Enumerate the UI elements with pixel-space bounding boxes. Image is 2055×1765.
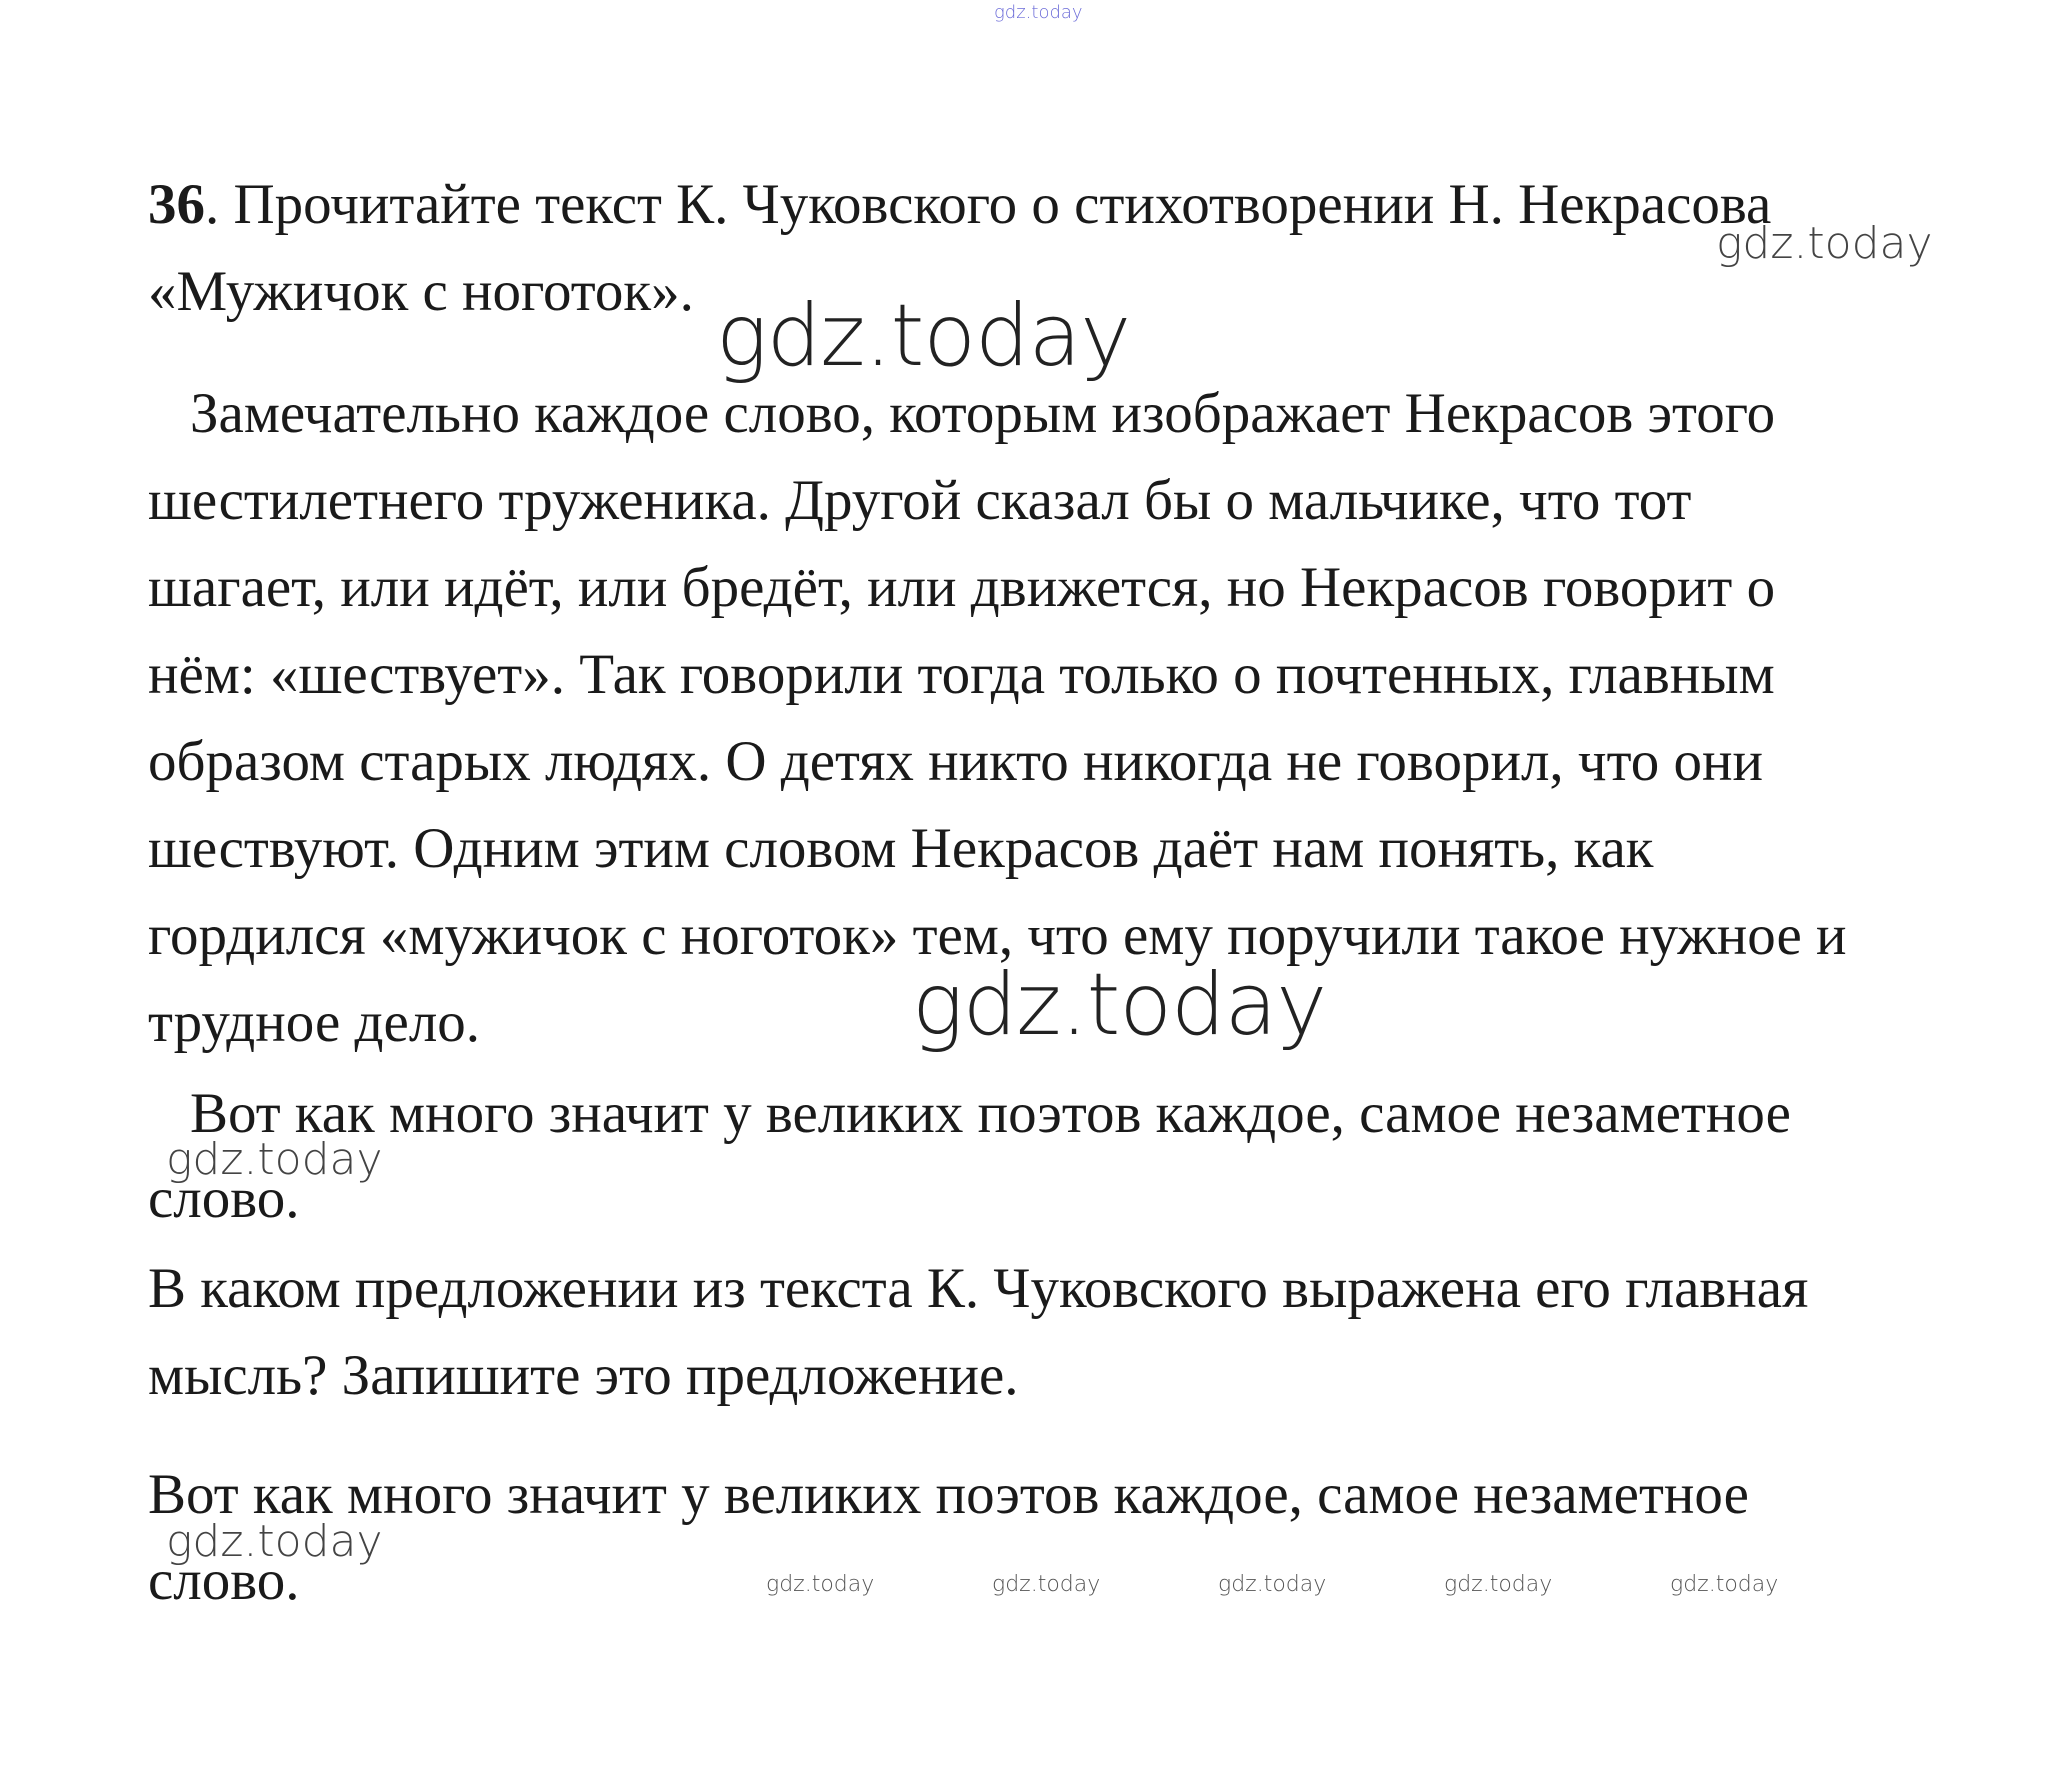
watermark-footer-2[interactable]: gdz.today xyxy=(992,1572,1101,1597)
watermark-big-2[interactable]: gdz.today xyxy=(912,955,1327,1055)
task-title-text: . Прочитайте текст К. Чуковского о стихотворении Н. Некрасова xyxy=(205,173,1772,236)
text-line-2: шестилетнего труженика. Другой сказал бы о мальчике, что тот xyxy=(148,469,1692,532)
watermark-footer-5[interactable]: gdz.today xyxy=(1670,1572,1779,1597)
watermark-footer-1[interactable]: gdz.today xyxy=(766,1572,875,1597)
text-line-5: образом старых людях. О детях никто никогда не говорил, что они xyxy=(148,730,1763,793)
answer-line-1: Вот как много значит у великих поэтов каждое, самое незаметное xyxy=(148,1463,1749,1526)
watermark-footer-4[interactable]: gdz.today xyxy=(1444,1572,1553,1597)
task-title-line-2: «Мужичок с ноготок». xyxy=(148,260,694,323)
question-line-2: мысль? Запишите это предложение. xyxy=(148,1344,1019,1407)
text2-line-1: Вот как много значит у великих поэтов каждое, самое незаметное xyxy=(190,1082,1791,1145)
question-line-1: В каком предложении из текста К. Чуковского выражена его главная xyxy=(148,1257,1809,1320)
answer-line-2: слово. xyxy=(148,1549,300,1612)
text-line-7: гордился «мужичок с ноготок» тем, что ему поручили такое нужное и xyxy=(148,904,1847,967)
text-line-4: нём: «шествует». Так говорили тогда только о почтенных, главным xyxy=(148,643,1775,706)
watermark-footer-3[interactable]: gdz.today xyxy=(1218,1572,1327,1597)
watermark-big-1[interactable]: gdz.today xyxy=(716,286,1131,386)
text2-line-2: слово. xyxy=(148,1167,300,1230)
task-title-line-1 xyxy=(148,173,1772,236)
watermark-mid-left-1[interactable]: gdz.today xyxy=(166,1134,383,1185)
watermark-mid-left-2[interactable]: gdz.today xyxy=(166,1516,383,1567)
text-line-3: шагает, или идёт, или бредёт, или движется, но Некрасов говорит о xyxy=(148,556,1776,619)
watermark-title-right[interactable]: gdz.today xyxy=(1716,218,1933,269)
watermark-top[interactable]: gdz.today xyxy=(994,2,1083,23)
task-number: 36 xyxy=(148,173,205,236)
text-line-8: трудное дело. xyxy=(148,991,481,1054)
text-line-1: Замечательно каждое слово, которым изображает Некрасов этого xyxy=(190,382,1776,445)
text-line-6: шествуют. Одним этим словом Некрасов даёт нам понять, как xyxy=(148,817,1654,880)
